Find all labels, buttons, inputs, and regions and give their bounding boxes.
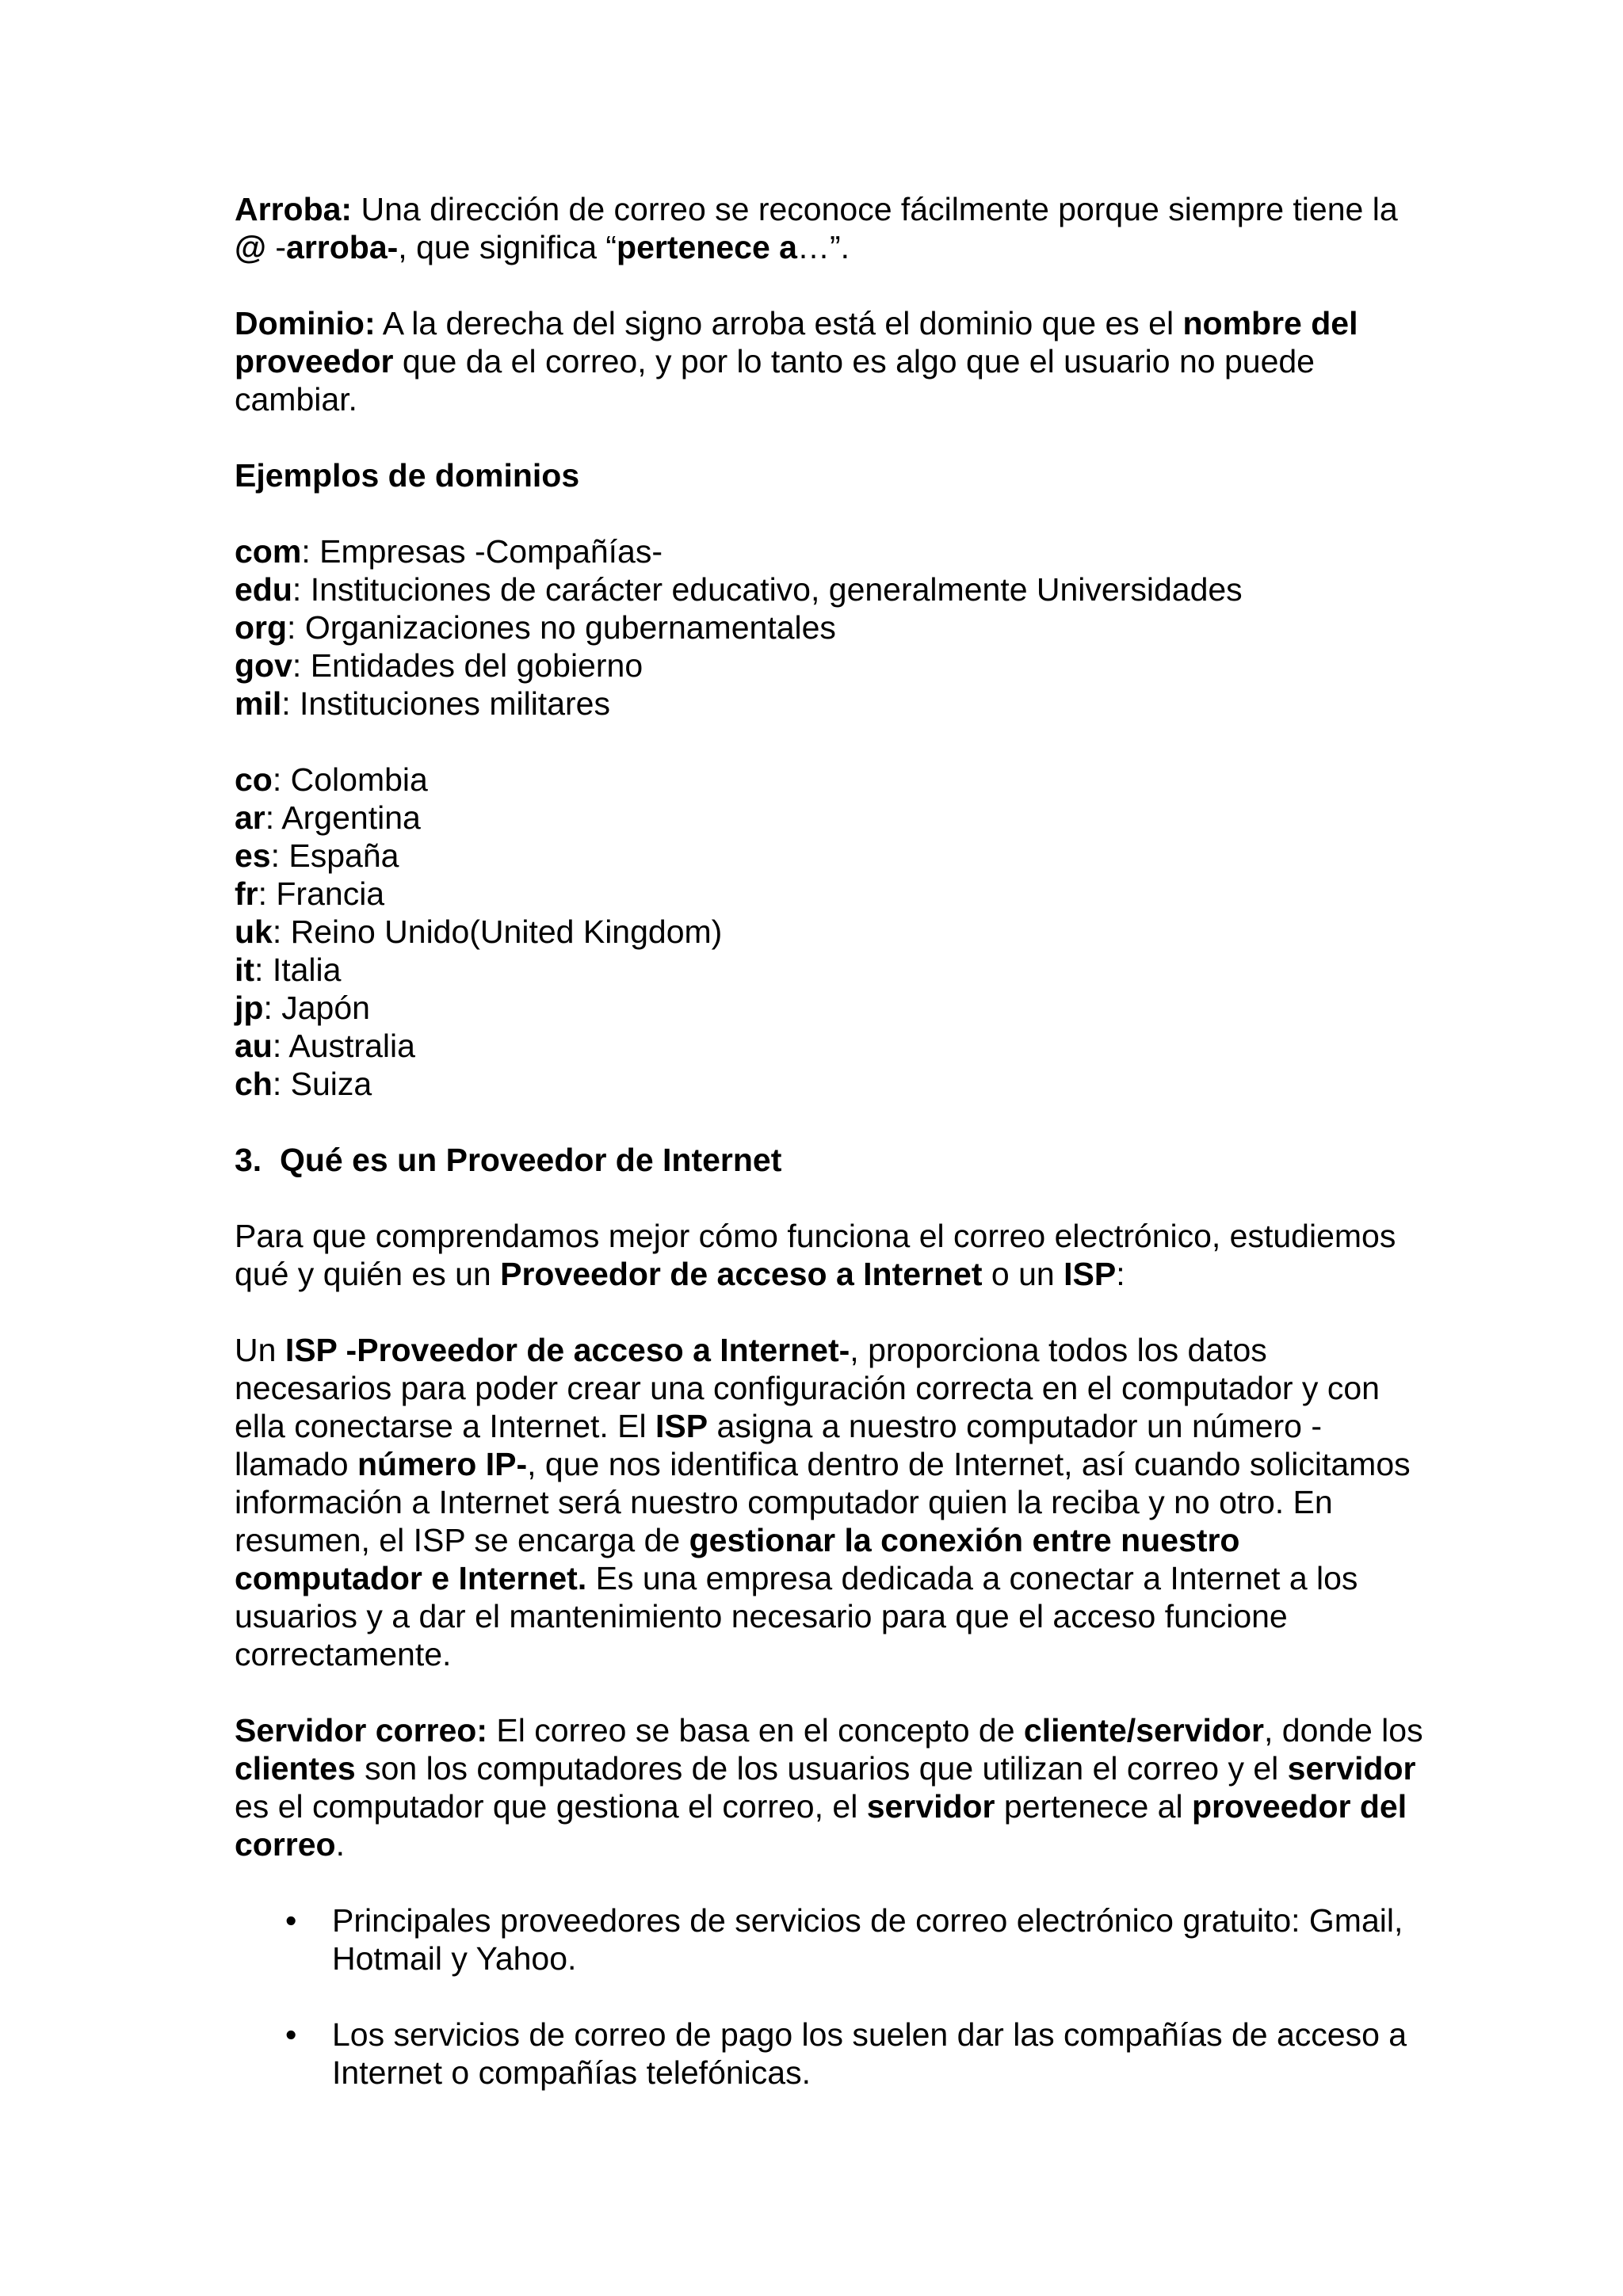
bullet-marker: • [285,2016,297,2053]
servidor-label: Servidor correo: [235,1712,487,1749]
section-heading [235,1141,1423,1179]
list-item: fr: Francia [235,875,385,912]
dominio-label: Dominio: [235,305,376,341]
list-item: org: Organizaciones no gubernamentales [235,609,836,646]
arroba-paragraph: Arroba: Una dirección de correo se reconoce fácilmente porque siempre tiene la @ -arroba-, que significa “pertenece a…”. [235,191,1398,265]
list-item: • Los servicios de correo de pago los suelen dar las compañías de acceso a Internet o compañías telefónicas. [285,2016,1407,2091]
document-page [235,190,1423,2092]
list-item: com: Empresas -Compañías- [235,533,663,570]
list-item: mil: Instituciones militares [235,685,610,722]
list-item: • Principales proveedores de servicios de correo electrónico gratuito: Gmail, Hotmail y Yahoo. [285,1902,1403,1977]
list-item: gov: Entidades del gobierno [235,647,643,684]
section-number: 3. [235,1142,262,1178]
list-item: au: Australia [235,1028,415,1064]
list-item: jp: Japón [235,990,370,1026]
list-item: it: Italia [235,952,342,988]
list-item: ch: Suiza [235,1066,372,1102]
section-title: Qué es un Proveedor de Internet [280,1142,782,1178]
arroba-label: Arroba: [235,191,353,227]
bullet-marker: • [285,1902,297,1939]
list-item: ar: Argentina [235,799,421,836]
list-item: edu: Instituciones de carácter educativo, generalmente Universidades [235,571,1243,608]
list-item: es: España [235,837,399,874]
country-domain-list [235,761,1423,1103]
examples-heading: Ejemplos de dominios [235,457,580,494]
servidor-paragraph: Servidor correo: El correo se basa en el concepto de cliente/servidor, donde los clientes son los computadores de los usuarios que utilizan el correo y el servidor es el computador que gestiona el correo, el servidor pertenece al proveedor del correo. [235,1712,1423,1863]
intro-paragraph: Para que comprendamos mejor cómo funciona el correo electrónico, estudiemos qué y quién es un Proveedor de acceso a Internet o un ISP: [235,1218,1396,1292]
bullet-list [235,1901,1423,2092]
list-item: co: Colombia [235,761,428,798]
list-item: uk: Reino Unido(United Kingdom) [235,913,723,950]
generic-domain-list [235,532,1423,723]
isp-paragraph: Un ISP -Proveedor de acceso a Internet-, proporciona todos los datos necesarios para poder crear una configuración correcta en el computador y con ella conectarse a Internet. El ISP asigna a nuestro computador un número -llamado número IP-, que nos identifica dentro de Internet, así cuando solicitamos información a Internet será nuestro computador quien la reciba y no otro. En resumen, el ISP se encarga de gestionar la conexión entre nuestro computador e Internet. Es una empresa dedicada a conectar a Internet a los usuarios y a dar el mantenimiento necesario para que el acceso funcione correctamente. [235,1332,1411,1672]
dominio-paragraph: Dominio: A la derecha del signo arroba está el dominio que es el nombre del proveedor que da el correo, y por lo tanto es algo que el usuario no puede cambiar. [235,305,1358,418]
